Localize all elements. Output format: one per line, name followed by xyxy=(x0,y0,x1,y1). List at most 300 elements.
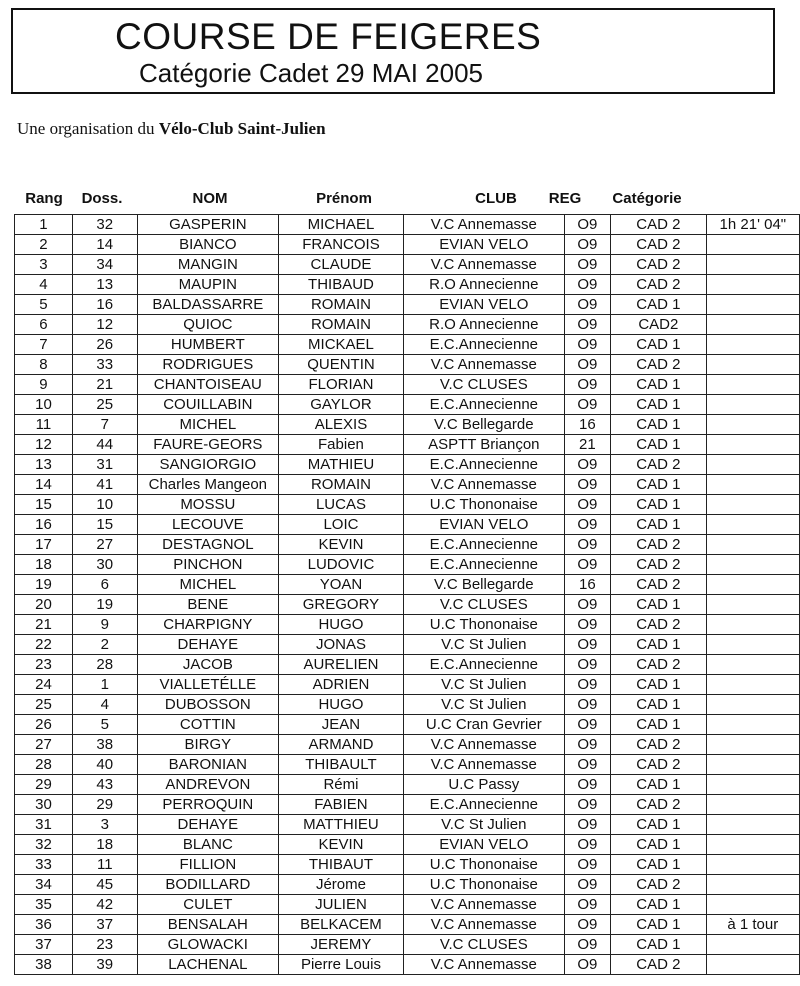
cell-note xyxy=(706,255,799,275)
cell-category: CAD 2 xyxy=(611,795,707,815)
cell-bib: 26 xyxy=(72,335,137,355)
cell-firstname: LUDOVIC xyxy=(279,555,404,575)
organisation-line xyxy=(17,119,326,139)
cell-category: CAD 2 xyxy=(611,615,707,635)
cell-region: O9 xyxy=(564,795,610,815)
cell-lastname: BIRGY xyxy=(137,735,278,755)
cell-region: O9 xyxy=(564,455,610,475)
page-title: COURSE DE FEIGERES xyxy=(115,16,542,57)
cell-club: EVIAN VELO xyxy=(403,295,564,315)
cell-firstname: JULIEN xyxy=(279,895,404,915)
cell-club: V.C Annemasse xyxy=(403,475,564,495)
cell-rank: 32 xyxy=(15,835,73,855)
cell-rank: 24 xyxy=(15,675,73,695)
title-box xyxy=(11,8,775,94)
cell-bib: 4 xyxy=(72,695,137,715)
cell-lastname: MICHEL xyxy=(137,415,278,435)
cell-club: E.C.Annecienne xyxy=(403,795,564,815)
cell-firstname: LUCAS xyxy=(279,495,404,515)
cell-firstname: FABIEN xyxy=(279,795,404,815)
cell-category: CAD 1 xyxy=(611,395,707,415)
cell-bib: 9 xyxy=(72,615,137,635)
cell-note xyxy=(706,695,799,715)
cell-rank: 31 xyxy=(15,815,73,835)
cell-category: CAD 1 xyxy=(611,435,707,455)
cell-bib: 11 xyxy=(72,855,137,875)
cell-category: CAD 2 xyxy=(611,655,707,675)
cell-bib: 29 xyxy=(72,795,137,815)
cell-rank: 21 xyxy=(15,615,73,635)
cell-club: V.C St Julien xyxy=(403,675,564,695)
cell-firstname: ROMAIN xyxy=(279,295,404,315)
cell-firstname: KEVIN xyxy=(279,535,404,555)
column-header-rank: Rang xyxy=(25,190,63,207)
cell-bib: 42 xyxy=(72,895,137,915)
cell-note xyxy=(706,355,799,375)
cell-region: O9 xyxy=(564,675,610,695)
cell-region: O9 xyxy=(564,875,610,895)
cell-note xyxy=(706,655,799,675)
table-row xyxy=(15,275,800,295)
cell-note xyxy=(706,455,799,475)
cell-note xyxy=(706,615,799,635)
table-row xyxy=(15,635,800,655)
cell-category: CAD 2 xyxy=(611,455,707,475)
cell-rank: 8 xyxy=(15,355,73,375)
cell-rank: 5 xyxy=(15,295,73,315)
cell-bib: 40 xyxy=(72,755,137,775)
cell-category: CAD 1 xyxy=(611,815,707,835)
cell-category: CAD 2 xyxy=(611,555,707,575)
cell-region: O9 xyxy=(564,715,610,735)
cell-firstname: MATTHIEU xyxy=(279,815,404,835)
cell-club: E.C.Annecienne xyxy=(403,395,564,415)
cell-bib: 34 xyxy=(72,255,137,275)
cell-rank: 9 xyxy=(15,375,73,395)
cell-category: CAD 1 xyxy=(611,515,707,535)
cell-bib: 39 xyxy=(72,955,137,975)
cell-bib: 13 xyxy=(72,275,137,295)
table-row xyxy=(15,955,800,975)
cell-club: V.C CLUSES xyxy=(403,935,564,955)
cell-note xyxy=(706,555,799,575)
cell-region: O9 xyxy=(564,695,610,715)
cell-lastname: PERROQUIN xyxy=(137,795,278,815)
table-row xyxy=(15,615,800,635)
cell-category: CAD 1 xyxy=(611,415,707,435)
cell-note xyxy=(706,795,799,815)
column-header-lastname: NOM xyxy=(192,190,228,207)
cell-bib: 15 xyxy=(72,515,137,535)
cell-rank: 15 xyxy=(15,495,73,515)
cell-firstname: YOAN xyxy=(279,575,404,595)
table-row xyxy=(15,655,800,675)
cell-club: U.C Thononaise xyxy=(403,615,564,635)
cell-category: CAD 1 xyxy=(611,295,707,315)
cell-region: O9 xyxy=(564,555,610,575)
cell-club: E.C.Annecienne xyxy=(403,535,564,555)
cell-firstname: GREGORY xyxy=(279,595,404,615)
cell-category: CAD 2 xyxy=(611,535,707,555)
cell-region: O9 xyxy=(564,255,610,275)
cell-rank: 36 xyxy=(15,915,73,935)
cell-category: CAD 1 xyxy=(611,775,707,795)
cell-lastname: BENE xyxy=(137,595,278,615)
cell-bib: 14 xyxy=(72,235,137,255)
cell-region: O9 xyxy=(564,895,610,915)
cell-rank: 12 xyxy=(15,435,73,455)
cell-club: U.C Cran Gevrier xyxy=(403,715,564,735)
cell-note xyxy=(706,315,799,335)
table-row xyxy=(15,835,800,855)
cell-firstname: FLORIAN xyxy=(279,375,404,395)
cell-rank: 34 xyxy=(15,875,73,895)
table-row xyxy=(15,795,800,815)
cell-club: V.C Annemasse xyxy=(403,355,564,375)
cell-club: V.C St Julien xyxy=(403,635,564,655)
cell-firstname: ROMAIN xyxy=(279,315,404,335)
cell-region: O9 xyxy=(564,955,610,975)
cell-rank: 38 xyxy=(15,955,73,975)
cell-category: CAD 2 xyxy=(611,875,707,895)
cell-note xyxy=(706,435,799,455)
cell-region: O9 xyxy=(564,335,610,355)
cell-rank: 22 xyxy=(15,635,73,655)
cell-region: O9 xyxy=(564,215,610,235)
cell-club: EVIAN VELO xyxy=(403,835,564,855)
cell-category: CAD 1 xyxy=(611,715,707,735)
cell-lastname: COTTIN xyxy=(137,715,278,735)
cell-region: O9 xyxy=(564,655,610,675)
cell-rank: 1 xyxy=(15,215,73,235)
cell-region: O9 xyxy=(564,735,610,755)
cell-note xyxy=(706,375,799,395)
cell-note xyxy=(706,955,799,975)
cell-bib: 45 xyxy=(72,875,137,895)
cell-bib: 1 xyxy=(72,675,137,695)
cell-note xyxy=(706,475,799,495)
results-table xyxy=(14,214,800,975)
table-row xyxy=(15,375,800,395)
cell-bib: 16 xyxy=(72,295,137,315)
table-row xyxy=(15,755,800,775)
table-row xyxy=(15,915,800,935)
organisation-club: Vélo-Club Saint-Julien xyxy=(158,119,326,138)
cell-note xyxy=(706,595,799,615)
cell-rank: 35 xyxy=(15,895,73,915)
table-row xyxy=(15,555,800,575)
cell-rank: 19 xyxy=(15,575,73,595)
cell-club: V.C Annemasse xyxy=(403,955,564,975)
cell-note xyxy=(706,335,799,355)
cell-bib: 43 xyxy=(72,775,137,795)
cell-category: CAD 1 xyxy=(611,835,707,855)
cell-region: O9 xyxy=(564,295,610,315)
cell-region: O9 xyxy=(564,935,610,955)
cell-club: V.C Bellegarde xyxy=(403,575,564,595)
table-row xyxy=(15,535,800,555)
cell-lastname: GLOWACKI xyxy=(137,935,278,955)
cell-category: CAD 1 xyxy=(611,695,707,715)
table-row xyxy=(15,855,800,875)
cell-region: O9 xyxy=(564,235,610,255)
cell-rank: 4 xyxy=(15,275,73,295)
cell-lastname: MAUPIN xyxy=(137,275,278,295)
cell-lastname: COUILLABIN xyxy=(137,395,278,415)
cell-region: O9 xyxy=(564,595,610,615)
cell-club: V.C Bellegarde xyxy=(403,415,564,435)
cell-category: CAD 1 xyxy=(611,635,707,655)
cell-firstname: JONAS xyxy=(279,635,404,655)
cell-firstname: HUGO xyxy=(279,615,404,635)
table-row xyxy=(15,935,800,955)
cell-note: 1h 21' 04" xyxy=(706,215,799,235)
cell-category: CAD 1 xyxy=(611,675,707,695)
cell-firstname: CLAUDE xyxy=(279,255,404,275)
cell-bib: 37 xyxy=(72,915,137,935)
cell-club: V.C CLUSES xyxy=(403,375,564,395)
cell-category: CAD 1 xyxy=(611,495,707,515)
cell-club: V.C CLUSES xyxy=(403,595,564,615)
cell-firstname: THIBAUD xyxy=(279,275,404,295)
cell-note xyxy=(706,395,799,415)
table-row xyxy=(15,255,800,275)
cell-club: E.C.Annecienne xyxy=(403,655,564,675)
table-row xyxy=(15,735,800,755)
cell-region: 16 xyxy=(564,575,610,595)
cell-club: V.C Annemasse xyxy=(403,915,564,935)
table-row xyxy=(15,895,800,915)
cell-bib: 12 xyxy=(72,315,137,335)
cell-bib: 19 xyxy=(72,595,137,615)
cell-firstname: KEVIN xyxy=(279,835,404,855)
cell-region: O9 xyxy=(564,815,610,835)
cell-lastname: MICHEL xyxy=(137,575,278,595)
cell-bib: 23 xyxy=(72,935,137,955)
cell-region: O9 xyxy=(564,915,610,935)
cell-rank: 16 xyxy=(15,515,73,535)
cell-note xyxy=(706,755,799,775)
cell-note xyxy=(706,815,799,835)
column-header-category: Catégorie xyxy=(612,190,682,207)
cell-lastname: BALDASSARRE xyxy=(137,295,278,315)
cell-note xyxy=(706,895,799,915)
cell-region: O9 xyxy=(564,835,610,855)
cell-bib: 21 xyxy=(72,375,137,395)
table-row xyxy=(15,695,800,715)
cell-firstname: ALEXIS xyxy=(279,415,404,435)
cell-category: CAD 2 xyxy=(611,215,707,235)
cell-region: O9 xyxy=(564,495,610,515)
cell-note xyxy=(706,495,799,515)
cell-firstname: ROMAIN xyxy=(279,475,404,495)
cell-region: O9 xyxy=(564,315,610,335)
cell-region: O9 xyxy=(564,635,610,655)
cell-club: U.C Passy xyxy=(403,775,564,795)
cell-bib: 41 xyxy=(72,475,137,495)
cell-note xyxy=(706,855,799,875)
cell-note xyxy=(706,715,799,735)
cell-firstname: MICKAEL xyxy=(279,335,404,355)
cell-region: O9 xyxy=(564,395,610,415)
cell-bib: 33 xyxy=(72,355,137,375)
cell-rank: 30 xyxy=(15,795,73,815)
cell-lastname: FILLION xyxy=(137,855,278,875)
cell-firstname: Jérome xyxy=(279,875,404,895)
cell-lastname: QUIOC xyxy=(137,315,278,335)
table-row xyxy=(15,395,800,415)
cell-region: O9 xyxy=(564,275,610,295)
column-header-firstname: Prénom xyxy=(316,190,372,207)
cell-rank: 20 xyxy=(15,595,73,615)
cell-firstname: BELKACEM xyxy=(279,915,404,935)
cell-region: 16 xyxy=(564,415,610,435)
cell-rank: 17 xyxy=(15,535,73,555)
column-header-bib: Doss. xyxy=(81,190,123,207)
cell-firstname: JEREMY xyxy=(279,935,404,955)
table-row xyxy=(15,875,800,895)
cell-rank: 3 xyxy=(15,255,73,275)
cell-note xyxy=(706,535,799,555)
cell-region: O9 xyxy=(564,615,610,635)
cell-region: O9 xyxy=(564,855,610,875)
cell-club: EVIAN VELO xyxy=(403,515,564,535)
cell-bib: 27 xyxy=(72,535,137,555)
cell-lastname: BARONIAN xyxy=(137,755,278,775)
cell-lastname: CHANTOISEAU xyxy=(137,375,278,395)
cell-note xyxy=(706,635,799,655)
cell-rank: 10 xyxy=(15,395,73,415)
cell-lastname: BLANC xyxy=(137,835,278,855)
page-subtitle: Catégorie Cadet 29 MAI 2005 xyxy=(139,58,483,88)
cell-note xyxy=(706,875,799,895)
cell-rank: 6 xyxy=(15,315,73,335)
cell-lastname: LECOUVE xyxy=(137,515,278,535)
cell-rank: 37 xyxy=(15,935,73,955)
table-row xyxy=(15,235,800,255)
cell-lastname: PINCHON xyxy=(137,555,278,575)
cell-note: à 1 tour xyxy=(706,915,799,935)
cell-rank: 27 xyxy=(15,735,73,755)
cell-region: O9 xyxy=(564,515,610,535)
cell-bib: 32 xyxy=(72,215,137,235)
cell-note xyxy=(706,275,799,295)
table-row xyxy=(15,475,800,495)
cell-bib: 3 xyxy=(72,815,137,835)
cell-club: V.C St Julien xyxy=(403,815,564,835)
cell-club: EVIAN VELO xyxy=(403,235,564,255)
cell-firstname: Rémi xyxy=(279,775,404,795)
cell-region: O9 xyxy=(564,535,610,555)
cell-bib: 6 xyxy=(72,575,137,595)
cell-club: E.C.Annecienne xyxy=(403,455,564,475)
cell-rank: 18 xyxy=(15,555,73,575)
cell-rank: 14 xyxy=(15,475,73,495)
table-row xyxy=(15,575,800,595)
cell-note xyxy=(706,835,799,855)
cell-lastname: LACHENAL xyxy=(137,955,278,975)
cell-bib: 28 xyxy=(72,655,137,675)
cell-lastname: VIALLETÉLLE xyxy=(137,675,278,695)
cell-firstname: JEAN xyxy=(279,715,404,735)
cell-lastname: HUMBERT xyxy=(137,335,278,355)
cell-lastname: ANDREVON xyxy=(137,775,278,795)
table-row xyxy=(15,415,800,435)
cell-lastname: DEHAYE xyxy=(137,635,278,655)
cell-bib: 31 xyxy=(72,455,137,475)
table-row xyxy=(15,595,800,615)
cell-bib: 5 xyxy=(72,715,137,735)
cell-category: CAD 1 xyxy=(611,335,707,355)
cell-rank: 7 xyxy=(15,335,73,355)
cell-rank: 23 xyxy=(15,655,73,675)
cell-club: V.C Annemasse xyxy=(403,735,564,755)
cell-club: V.C St Julien xyxy=(403,695,564,715)
cell-note xyxy=(706,515,799,535)
cell-rank: 28 xyxy=(15,755,73,775)
table-row xyxy=(15,295,800,315)
cell-lastname: FAURE-GEORS xyxy=(137,435,278,455)
table-row xyxy=(15,315,800,335)
cell-note xyxy=(706,575,799,595)
cell-rank: 26 xyxy=(15,715,73,735)
cell-region: O9 xyxy=(564,355,610,375)
cell-club: U.C Thononaise xyxy=(403,875,564,895)
cell-region: O9 xyxy=(564,755,610,775)
table-row xyxy=(15,455,800,475)
cell-club: V.C Annemasse xyxy=(403,755,564,775)
cell-firstname: ARMAND xyxy=(279,735,404,755)
cell-lastname: BIANCO xyxy=(137,235,278,255)
cell-firstname: HUGO xyxy=(279,695,404,715)
cell-club: V.C Annemasse xyxy=(403,215,564,235)
column-header-region: REG xyxy=(548,190,582,207)
cell-rank: 33 xyxy=(15,855,73,875)
cell-category: CAD 2 xyxy=(611,575,707,595)
cell-region: O9 xyxy=(564,775,610,795)
cell-category: CAD 1 xyxy=(611,895,707,915)
cell-note xyxy=(706,235,799,255)
cell-club: R.O Annecienne xyxy=(403,275,564,295)
cell-firstname: LOIC xyxy=(279,515,404,535)
cell-club: E.C.Annecienne xyxy=(403,555,564,575)
table-row xyxy=(15,515,800,535)
cell-bib: 25 xyxy=(72,395,137,415)
cell-lastname: Charles Mangeon xyxy=(137,475,278,495)
cell-bib: 18 xyxy=(72,835,137,855)
cell-lastname: SANGIORGIO xyxy=(137,455,278,475)
table-row xyxy=(15,355,800,375)
cell-club: V.C Annemasse xyxy=(403,895,564,915)
cell-rank: 2 xyxy=(15,235,73,255)
cell-bib: 7 xyxy=(72,415,137,435)
cell-lastname: JACOB xyxy=(137,655,278,675)
cell-rank: 11 xyxy=(15,415,73,435)
cell-lastname: DEHAYE xyxy=(137,815,278,835)
cell-club: U.C Thononaise xyxy=(403,495,564,515)
cell-lastname: BODILLARD xyxy=(137,875,278,895)
cell-firstname: MICHAEL xyxy=(279,215,404,235)
cell-category: CAD 1 xyxy=(611,475,707,495)
cell-lastname: RODRIGUES xyxy=(137,355,278,375)
cell-rank: 25 xyxy=(15,695,73,715)
cell-lastname: CULET xyxy=(137,895,278,915)
table-row xyxy=(15,435,800,455)
cell-lastname: CHARPIGNY xyxy=(137,615,278,635)
cell-lastname: GASPERIN xyxy=(137,215,278,235)
table-row xyxy=(15,815,800,835)
cell-category: CAD 1 xyxy=(611,595,707,615)
